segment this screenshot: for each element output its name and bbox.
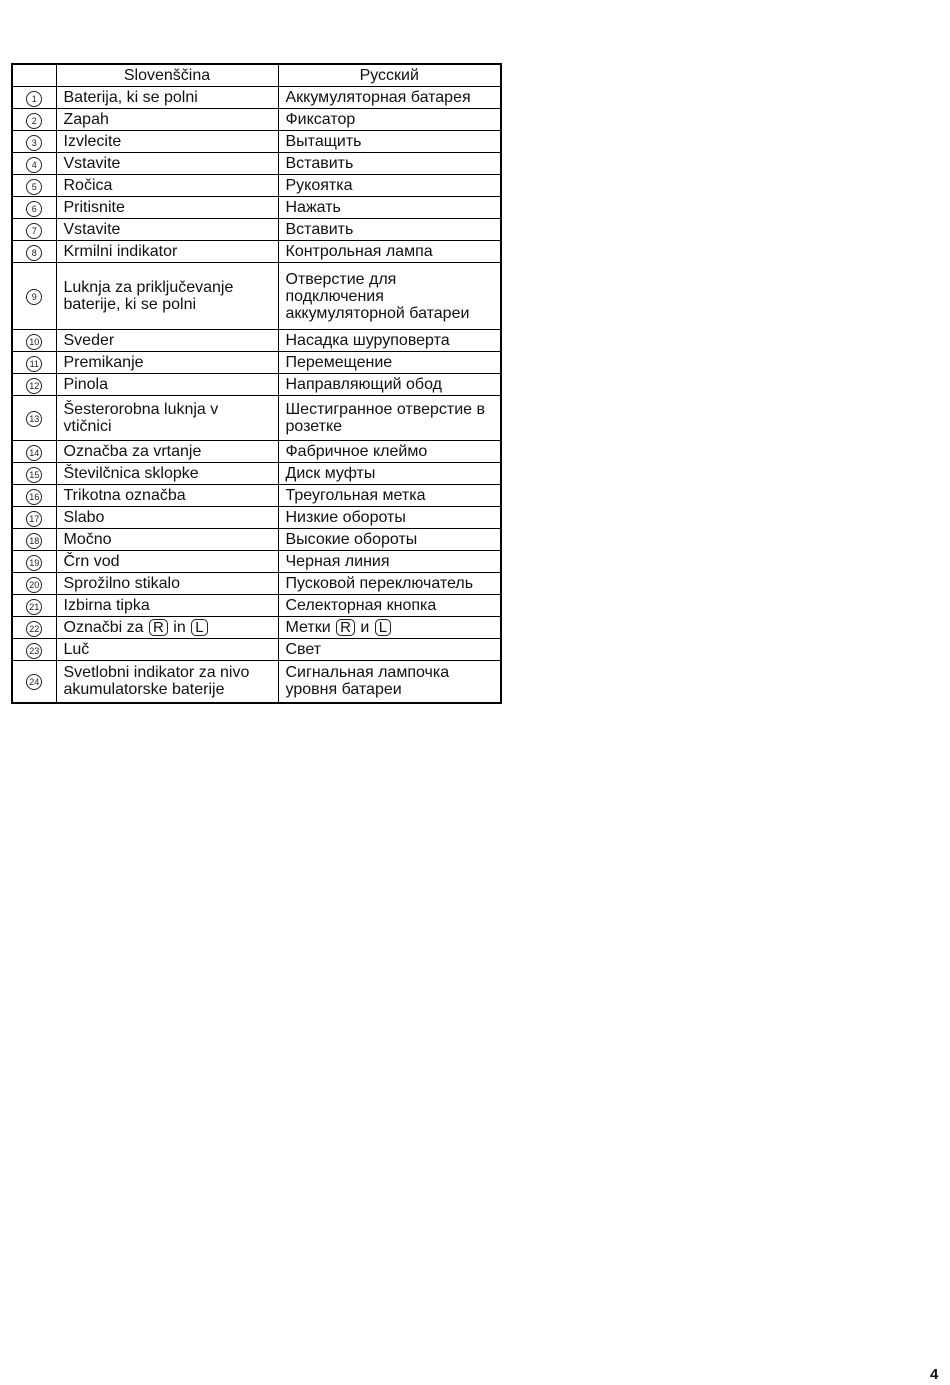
row-number: 7 bbox=[12, 219, 56, 241]
slovenian-term: Zapah bbox=[56, 109, 278, 131]
rotation-r-mark: R bbox=[336, 619, 355, 636]
row-number: 11 bbox=[12, 352, 56, 374]
slovenian-term: Močno bbox=[56, 529, 278, 551]
row-number: 12 bbox=[12, 374, 56, 396]
table-row bbox=[12, 463, 501, 485]
russian-term: Треугольная метка bbox=[278, 485, 501, 507]
russian-term: Низкие обороты bbox=[278, 507, 501, 529]
table-row bbox=[12, 352, 501, 374]
table-row bbox=[12, 131, 501, 153]
table-row bbox=[12, 441, 501, 463]
russian-term: Рукоятка bbox=[278, 175, 501, 197]
row-number: 6 bbox=[12, 197, 56, 219]
row-number: 1 bbox=[12, 87, 56, 109]
rotation-l-mark: L bbox=[375, 619, 391, 636]
slovenian-term: Sprožilno stikalo bbox=[56, 573, 278, 595]
table-row bbox=[12, 109, 501, 131]
slovenian-term: Pritisnite bbox=[56, 197, 278, 219]
slovenian-term: Trikotna označba bbox=[56, 485, 278, 507]
header-russian: Русский bbox=[278, 64, 501, 87]
table-row bbox=[12, 639, 501, 661]
russian-term-prefix: Метки bbox=[285, 619, 331, 636]
russian-term: Фабричное клеймо bbox=[278, 441, 501, 463]
russian-term bbox=[278, 617, 501, 639]
slovenian-term: Šesterorobna luknja v vtičnici bbox=[56, 396, 278, 441]
row-number: 8 bbox=[12, 241, 56, 263]
table-row bbox=[12, 87, 501, 109]
slovenian-term: Vstavite bbox=[56, 153, 278, 175]
slovenian-term: Krmilni indikator bbox=[56, 241, 278, 263]
russian-term: Отверстие для подключения аккумуляторной батареи bbox=[278, 263, 501, 330]
row-number: 19 bbox=[12, 551, 56, 573]
russian-term: Свет bbox=[278, 639, 501, 661]
table-row bbox=[12, 153, 501, 175]
slovenian-term: Luknja za priključevanje baterije, ki se polni bbox=[56, 263, 278, 330]
russian-term: Перемещение bbox=[278, 352, 501, 374]
slovenian-term: Ročica bbox=[56, 175, 278, 197]
table-row bbox=[12, 551, 501, 573]
row-number: 5 bbox=[12, 175, 56, 197]
rotation-l-mark: L bbox=[191, 619, 207, 636]
russian-term: Контрольная лампа bbox=[278, 241, 501, 263]
russian-term: Вытащить bbox=[278, 131, 501, 153]
slovenian-term-conjunction: in bbox=[173, 619, 186, 636]
table-row bbox=[12, 263, 501, 330]
row-number: 16 bbox=[12, 485, 56, 507]
header-number bbox=[12, 64, 56, 87]
row-number: 3 bbox=[12, 131, 56, 153]
row-number: 9 bbox=[12, 263, 56, 330]
table-row bbox=[12, 175, 501, 197]
russian-term: Шестигранное отверстие в розетке bbox=[278, 396, 501, 441]
slovenian-term: Luč bbox=[56, 639, 278, 661]
russian-term: Аккумуляторная батарея bbox=[278, 87, 501, 109]
russian-term: Черная линия bbox=[278, 551, 501, 573]
slovenian-term: Vstavite bbox=[56, 219, 278, 241]
row-number: 2 bbox=[12, 109, 56, 131]
row-number: 17 bbox=[12, 507, 56, 529]
russian-term: Сигнальная лампочка уровня батареи bbox=[278, 661, 501, 703]
slovenian-term: Svetlobni indikator za nivo akumulatorske baterije bbox=[56, 661, 278, 703]
table-header-row bbox=[12, 64, 501, 87]
row-number: 20 bbox=[12, 573, 56, 595]
slovenian-term: Baterija, ki se polni bbox=[56, 87, 278, 109]
row-number: 21 bbox=[12, 595, 56, 617]
slovenian-term: Premikanje bbox=[56, 352, 278, 374]
table-row bbox=[12, 617, 501, 639]
slovenian-term: Označba za vrtanje bbox=[56, 441, 278, 463]
russian-term: Высокие обороты bbox=[278, 529, 501, 551]
header-slovenian: Slovenščina bbox=[56, 64, 278, 87]
row-number: 4 bbox=[12, 153, 56, 175]
slovenian-term: Številčnica sklopke bbox=[56, 463, 278, 485]
slovenian-term: Pinola bbox=[56, 374, 278, 396]
russian-term: Насадка шуруповерта bbox=[278, 330, 501, 352]
table-row bbox=[12, 374, 501, 396]
table-row bbox=[12, 197, 501, 219]
russian-term: Направляющий обод bbox=[278, 374, 501, 396]
table-row bbox=[12, 661, 501, 703]
russian-term: Селекторная кнопка bbox=[278, 595, 501, 617]
row-number: 18 bbox=[12, 529, 56, 551]
russian-term-conjunction: и bbox=[360, 619, 370, 636]
table-row bbox=[12, 573, 501, 595]
slovenian-term: Izbirna tipka bbox=[56, 595, 278, 617]
table-row bbox=[12, 595, 501, 617]
table-row bbox=[12, 507, 501, 529]
russian-term: Вставить bbox=[278, 219, 501, 241]
table-row bbox=[12, 219, 501, 241]
slovenian-term: Izvlecite bbox=[56, 131, 278, 153]
slovenian-term-prefix: Označbi za bbox=[63, 619, 144, 636]
table-row bbox=[12, 485, 501, 507]
row-number: 22 bbox=[12, 617, 56, 639]
table-row bbox=[12, 529, 501, 551]
slovenian-term: Sveder bbox=[56, 330, 278, 352]
table-row bbox=[12, 396, 501, 441]
page-number: 4 bbox=[930, 1366, 939, 1383]
russian-term: Нажать bbox=[278, 197, 501, 219]
parts-table bbox=[11, 63, 502, 704]
russian-term: Пусковой переключатель bbox=[278, 573, 501, 595]
row-number: 10 bbox=[12, 330, 56, 352]
rotation-r-mark: R bbox=[149, 619, 168, 636]
row-number: 15 bbox=[12, 463, 56, 485]
russian-term: Диск муфты bbox=[278, 463, 501, 485]
slovenian-term: Črn vod bbox=[56, 551, 278, 573]
slovenian-term bbox=[56, 617, 278, 639]
russian-term: Фиксатор bbox=[278, 109, 501, 131]
russian-term: Вставить bbox=[278, 153, 501, 175]
row-number: 23 bbox=[12, 639, 56, 661]
table-row bbox=[12, 241, 501, 263]
row-number: 14 bbox=[12, 441, 56, 463]
row-number: 24 bbox=[12, 661, 56, 703]
row-number: 13 bbox=[12, 396, 56, 441]
table-row bbox=[12, 330, 501, 352]
slovenian-term: Slabo bbox=[56, 507, 278, 529]
